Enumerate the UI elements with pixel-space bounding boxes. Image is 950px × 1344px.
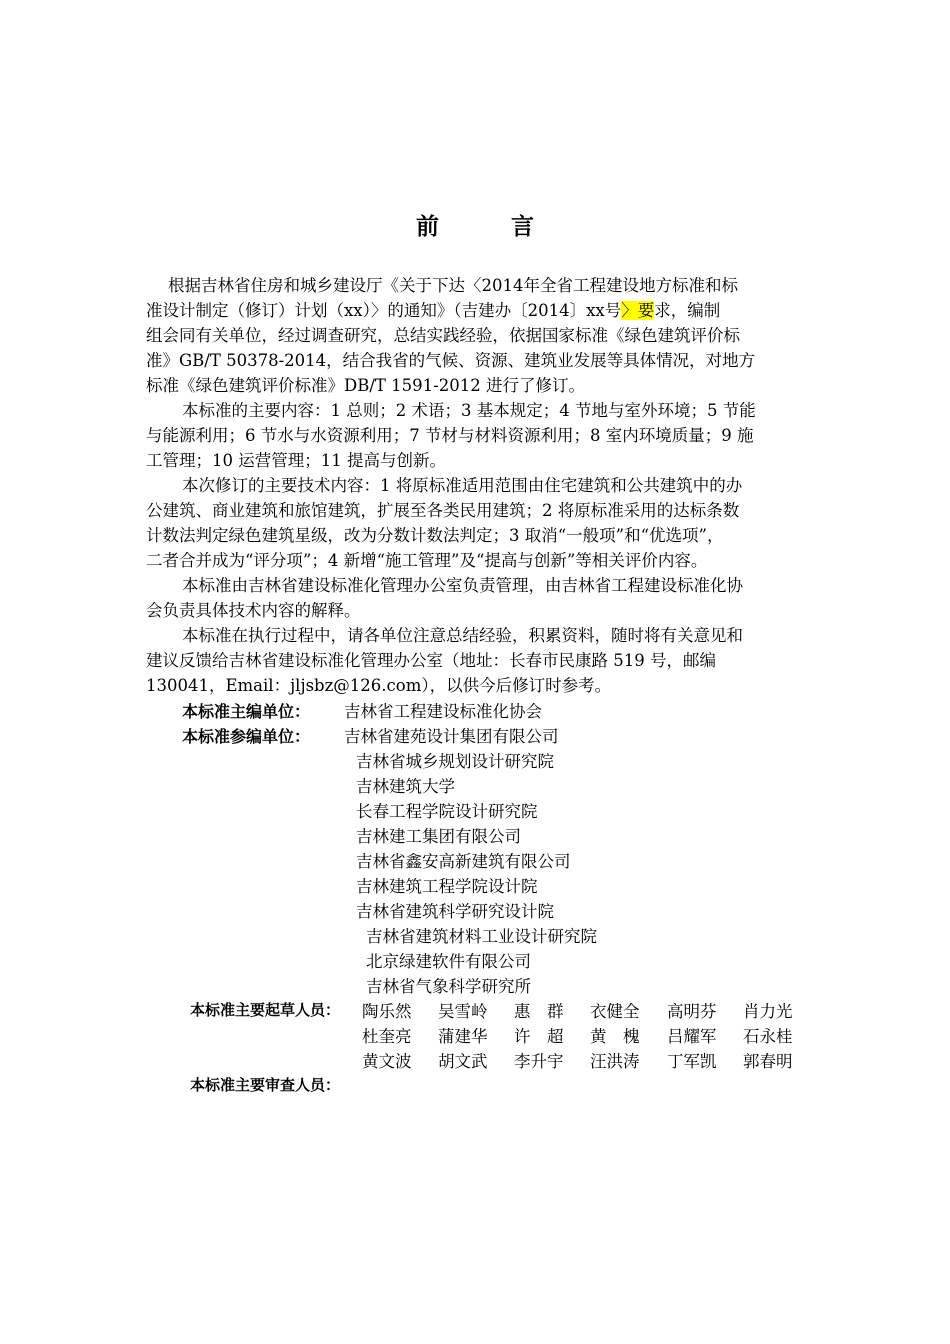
drafter-name: 陶乐然 bbox=[362, 1002, 412, 1021]
paragraph-management bbox=[146, 573, 846, 623]
text-line-content: 求，编制 bbox=[654, 301, 721, 320]
drafter-name: 杜奎亮 bbox=[362, 1027, 412, 1046]
drafter-name: 惠 群 bbox=[514, 1002, 564, 1021]
text-line bbox=[146, 373, 846, 398]
text-line bbox=[146, 573, 846, 598]
text-line-content: 组会同有关单位，经过调查研究，总结实践经验，依据国家标准《绿色建筑评价标 bbox=[146, 326, 740, 345]
text-line bbox=[146, 548, 846, 573]
drafter-name: 李升宇 bbox=[514, 1052, 564, 1071]
chief-unit-label: 本标准主编单位： bbox=[182, 702, 311, 721]
text-line-content: 标准《绿色建筑评价标准》DB/T 1591-2012 进行了修订。 bbox=[146, 376, 585, 395]
text-line bbox=[146, 448, 846, 473]
drafter-name: 汪洪涛 bbox=[590, 1052, 640, 1071]
paragraph-revisions bbox=[146, 473, 846, 573]
text-line bbox=[146, 598, 846, 623]
drafter-name: 高明芬 bbox=[667, 1002, 717, 1021]
page-title: 前 言 bbox=[415, 214, 566, 240]
chief-unit-value: 吉林省工程建设标准化协会 bbox=[344, 702, 542, 721]
text-line-content: 与能源利用；6 节水与水资源利用；7 节材与材料资源利用；8 室内环境质量；9 施 bbox=[146, 426, 754, 445]
drafter-name: 黄 槐 bbox=[590, 1027, 640, 1046]
reviewers-label: 本标准主要审查人员： bbox=[190, 1076, 341, 1094]
text-line-content: 准设计制定（修订）计划（xx）〉的通知》（吉建办〔2014〕xx号 bbox=[146, 301, 622, 320]
text-line-content: 本标准在执行过程中，请各单位注意总结经验，积累资料，随时将有关意见和 bbox=[182, 626, 743, 645]
text-line-content: 准》GB/T 50378-2014，结合我省的气候、资源、建筑业发展等具体情况，对地方 bbox=[146, 351, 756, 370]
participating-units-label: 本标准参编单位： bbox=[182, 727, 311, 746]
text-line-content: 会负责具体技术内容的解释。 bbox=[146, 601, 361, 620]
text-line bbox=[146, 648, 846, 673]
text-line bbox=[146, 473, 846, 498]
text-line-content: 本标准由吉林省建设标准化管理办公室负责管理，由吉林省工程建设标准化协 bbox=[182, 576, 743, 595]
participating-unit: 吉林省建筑科学研究设计院 bbox=[356, 902, 554, 921]
text-line-content: 工管理；10 运营管理；11 提高与创新。 bbox=[146, 451, 446, 470]
text-line bbox=[146, 623, 846, 648]
drafter-name: 许 超 bbox=[514, 1027, 564, 1046]
text-line bbox=[146, 423, 846, 448]
text-line-content: 建议反馈给吉林省建设标准化管理办公室（地址：长春市民康路 519 号，邮编 bbox=[146, 651, 716, 670]
text-line bbox=[146, 498, 846, 523]
drafter-name: 胡文武 bbox=[438, 1052, 488, 1071]
participating-unit: 吉林建筑大学 bbox=[356, 777, 455, 796]
drafter-name: 吴雪岭 bbox=[438, 1002, 488, 1021]
participating-unit: 吉林省气象科学研究所 bbox=[366, 977, 531, 996]
text-line bbox=[146, 398, 846, 423]
paragraph-feedback bbox=[146, 623, 846, 698]
text-line bbox=[146, 523, 846, 548]
participating-unit: 吉林省建筑材料工业设计研究院 bbox=[366, 927, 597, 946]
drafter-name: 石永桂 bbox=[743, 1027, 793, 1046]
text-line bbox=[146, 298, 846, 323]
participating-unit: 吉林省鑫安高新建筑有限公司 bbox=[356, 852, 571, 871]
participating-unit: 北京绿建软件有限公司 bbox=[366, 952, 531, 971]
drafter-name: 吕耀军 bbox=[667, 1027, 717, 1046]
participating-unit: 长春工程学院设计研究院 bbox=[356, 802, 538, 821]
text-line-content: 本次修订的主要技术内容：1 将原标准适用范围由住宅建筑和公共建筑中的办 bbox=[182, 476, 743, 495]
participating-unit: 吉林省建苑设计集团有限公司 bbox=[344, 727, 559, 746]
highlighted-text: 〉要 bbox=[621, 301, 655, 320]
text-line bbox=[146, 673, 846, 698]
text-line-content: 根据吉林省住房和城乡建设厅《关于下达〈2014年全省工程建设地方标准和标 bbox=[168, 276, 738, 295]
text-line-content: 本标准的主要内容：1 总则；2 术语；3 基本规定；4 节地与室外环境；5 节能 bbox=[182, 401, 756, 420]
drafters-label: 本标准主要起草人员： bbox=[190, 1001, 341, 1019]
text-line-content: 二者合并成为“评分项”；4 新增“施工管理”及“提高与创新”等相关评价内容。 bbox=[146, 551, 708, 570]
drafter-name: 丁军凯 bbox=[667, 1052, 717, 1071]
text-line bbox=[146, 348, 846, 373]
paragraph-contents bbox=[146, 398, 846, 473]
drafter-name: 郭春明 bbox=[743, 1052, 793, 1071]
drafter-name: 黄文波 bbox=[362, 1052, 412, 1071]
text-line bbox=[146, 323, 846, 348]
drafter-name: 衣健全 bbox=[590, 1002, 640, 1021]
drafter-name: 蒲建华 bbox=[438, 1027, 488, 1046]
participating-unit: 吉林省城乡规划设计研究院 bbox=[356, 752, 554, 771]
participating-unit: 吉林建工集团有限公司 bbox=[356, 827, 521, 846]
text-line-content: 130041，Email：jljsbz@126.com），以供今后修订时参考。 bbox=[146, 676, 612, 695]
text-line bbox=[146, 273, 846, 298]
drafter-name: 肖力光 bbox=[743, 1002, 793, 1021]
paragraph-basis bbox=[146, 273, 846, 398]
text-line-content: 计数法判定绿色建筑星级，改为分数计数法判定；3 取消“一般项”和“优选项”， bbox=[146, 526, 724, 545]
text-line-content: 公建筑、商业建筑和旅馆建筑，扩展至各类民用建筑；2 将原标准采用的达标条数 bbox=[146, 501, 740, 520]
participating-unit: 吉林建筑工程学院设计院 bbox=[356, 877, 538, 896]
